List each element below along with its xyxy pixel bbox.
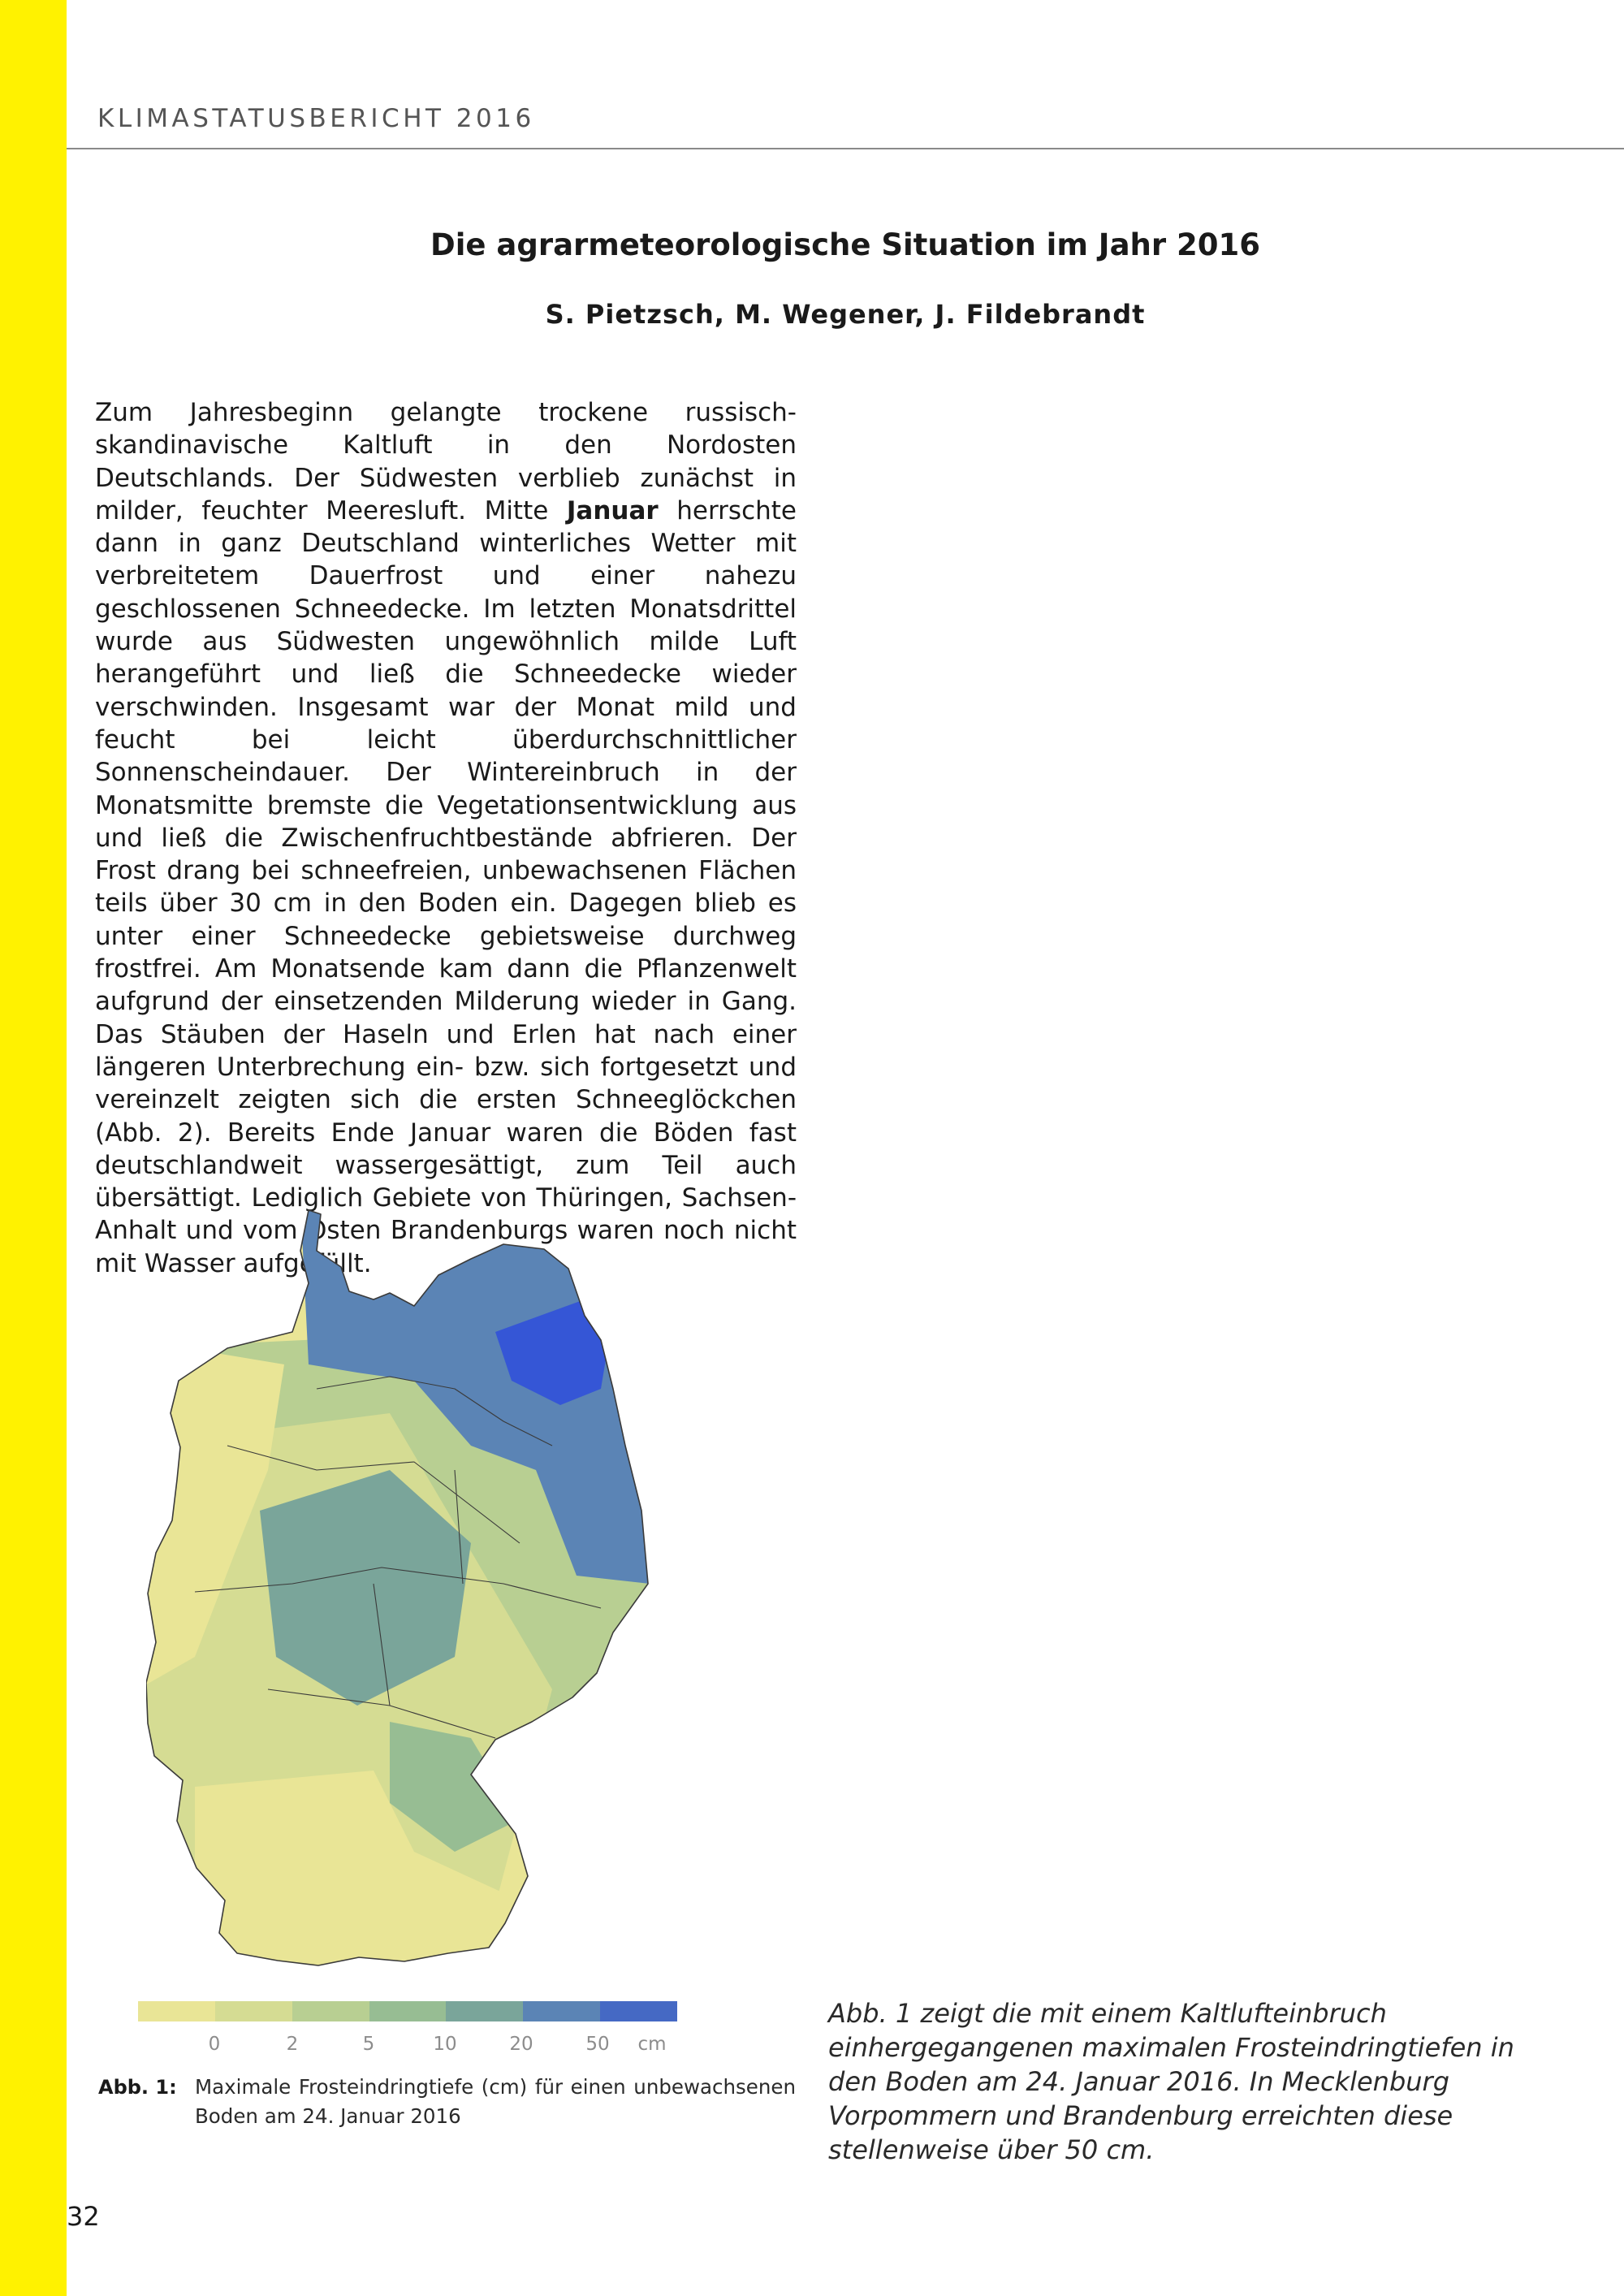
legend-label-20: 20 xyxy=(509,2034,533,2055)
legend-swatch xyxy=(138,2001,215,2021)
body-paragraph xyxy=(95,396,797,1280)
legend-label-5: 5 xyxy=(362,2034,375,2055)
running-header: KLIMASTATUSBERICHT 2016 xyxy=(97,104,535,133)
germany-frost-depth-map xyxy=(146,1202,747,1998)
legend-label-2: 2 xyxy=(286,2034,299,2055)
header-rule xyxy=(67,148,1624,149)
legend-label-10: 10 xyxy=(433,2034,457,2055)
body-text-bold-january: Januar xyxy=(566,495,659,525)
legend-swatch xyxy=(292,2001,369,2021)
legend-swatch xyxy=(369,2001,447,2021)
body-text-part-2: herrschte dann in ganz Deutschland winterliches Wetter mit verbreitetem Dauerfrost und einer nahezu geschlossenen Schneedecke. Im letzten Monatsdrittel wurde aus Südwesten ungewöhnlich milde Luft herangeführt und ließ die Schneedecke wieder verschwinden. Insgesamt war der Monat mild und feucht bei leicht überdurchschnittlicher Sonnenscheindauer. Der Wintereinbruch in der Monatsmitte bremste die Vegetationsentwicklung aus und ließ die Zwischenfruchtbestände abfrieren. Der Frost drang bei schneefreien, unbewachsenen Flächen teils über 30 cm in den Boden ein. Dagegen blieb es unter einer Schneedecke gebietsweise durchweg frostfrei. Am Monatsende kam dann die Pflanzenwelt aufgrund der einsetzenden Milderung wieder in Gang. Das Stäuben der Haseln und Erlen hat nach einer längeren Unterbrechung ein- bzw. sich fortgesetzt und vereinzelt zeigten sich die ersten Schneeglöckchen (Abb. 2). Bereits Ende Januar waren die Böden fast deutschlandweit wassergesättigt, zum Teil auch übersättigt. Lediglich Gebiete von Thüringen, Sachsen-Anhalt und vom Osten Brandenburgs waren noch nicht mit Wasser aufgefüllt. xyxy=(95,495,797,1278)
figure-side-note: Abb. 1 zeigt die mit einem Kaltlufteinbruch einhergegangenen maximalen Frosteindringtiefen in den Boden am 24. Januar 2016. In Mecklenburg Vorpommern und Brandenburg erreichten diese stellenweise über 50 cm. xyxy=(828,1998,1514,2165)
legend-label-0: 0 xyxy=(208,2034,221,2055)
legend-color-bar xyxy=(138,2001,677,2021)
legend-swatch xyxy=(523,2001,600,2021)
page-number: 32 xyxy=(67,2201,100,2232)
map-legend xyxy=(138,2001,677,2060)
legend-swatch xyxy=(600,2001,677,2021)
figure-caption-text: Maximale Frosteindringtiefe (cm) für einen unbewachsenen Boden am 24. Januar 2016 xyxy=(195,2075,796,2128)
yellow-sidebar-strip xyxy=(0,0,67,2296)
figure-caption-label: Abb. 1: xyxy=(98,2076,177,2099)
legend-unit-cm: cm xyxy=(637,2034,667,2055)
legend-label-50: 50 xyxy=(585,2034,610,2055)
legend-swatch xyxy=(446,2001,523,2021)
article-authors: S. Pietzsch, M. Wegener, J. Fildebrandt xyxy=(545,299,1146,330)
article-title: Die agrarmeteorologische Situation im Jahr 2016 xyxy=(430,227,1260,262)
body-text-part-1: Zum Jahresbeginn gelangte trockene russisch-skandinavische Kaltluft in den Nordosten Deutschlands. Der Südwesten verblieb zunächst in milder, feuchter Meeresluft. Mitte xyxy=(95,398,797,525)
legend-swatch xyxy=(215,2001,292,2021)
